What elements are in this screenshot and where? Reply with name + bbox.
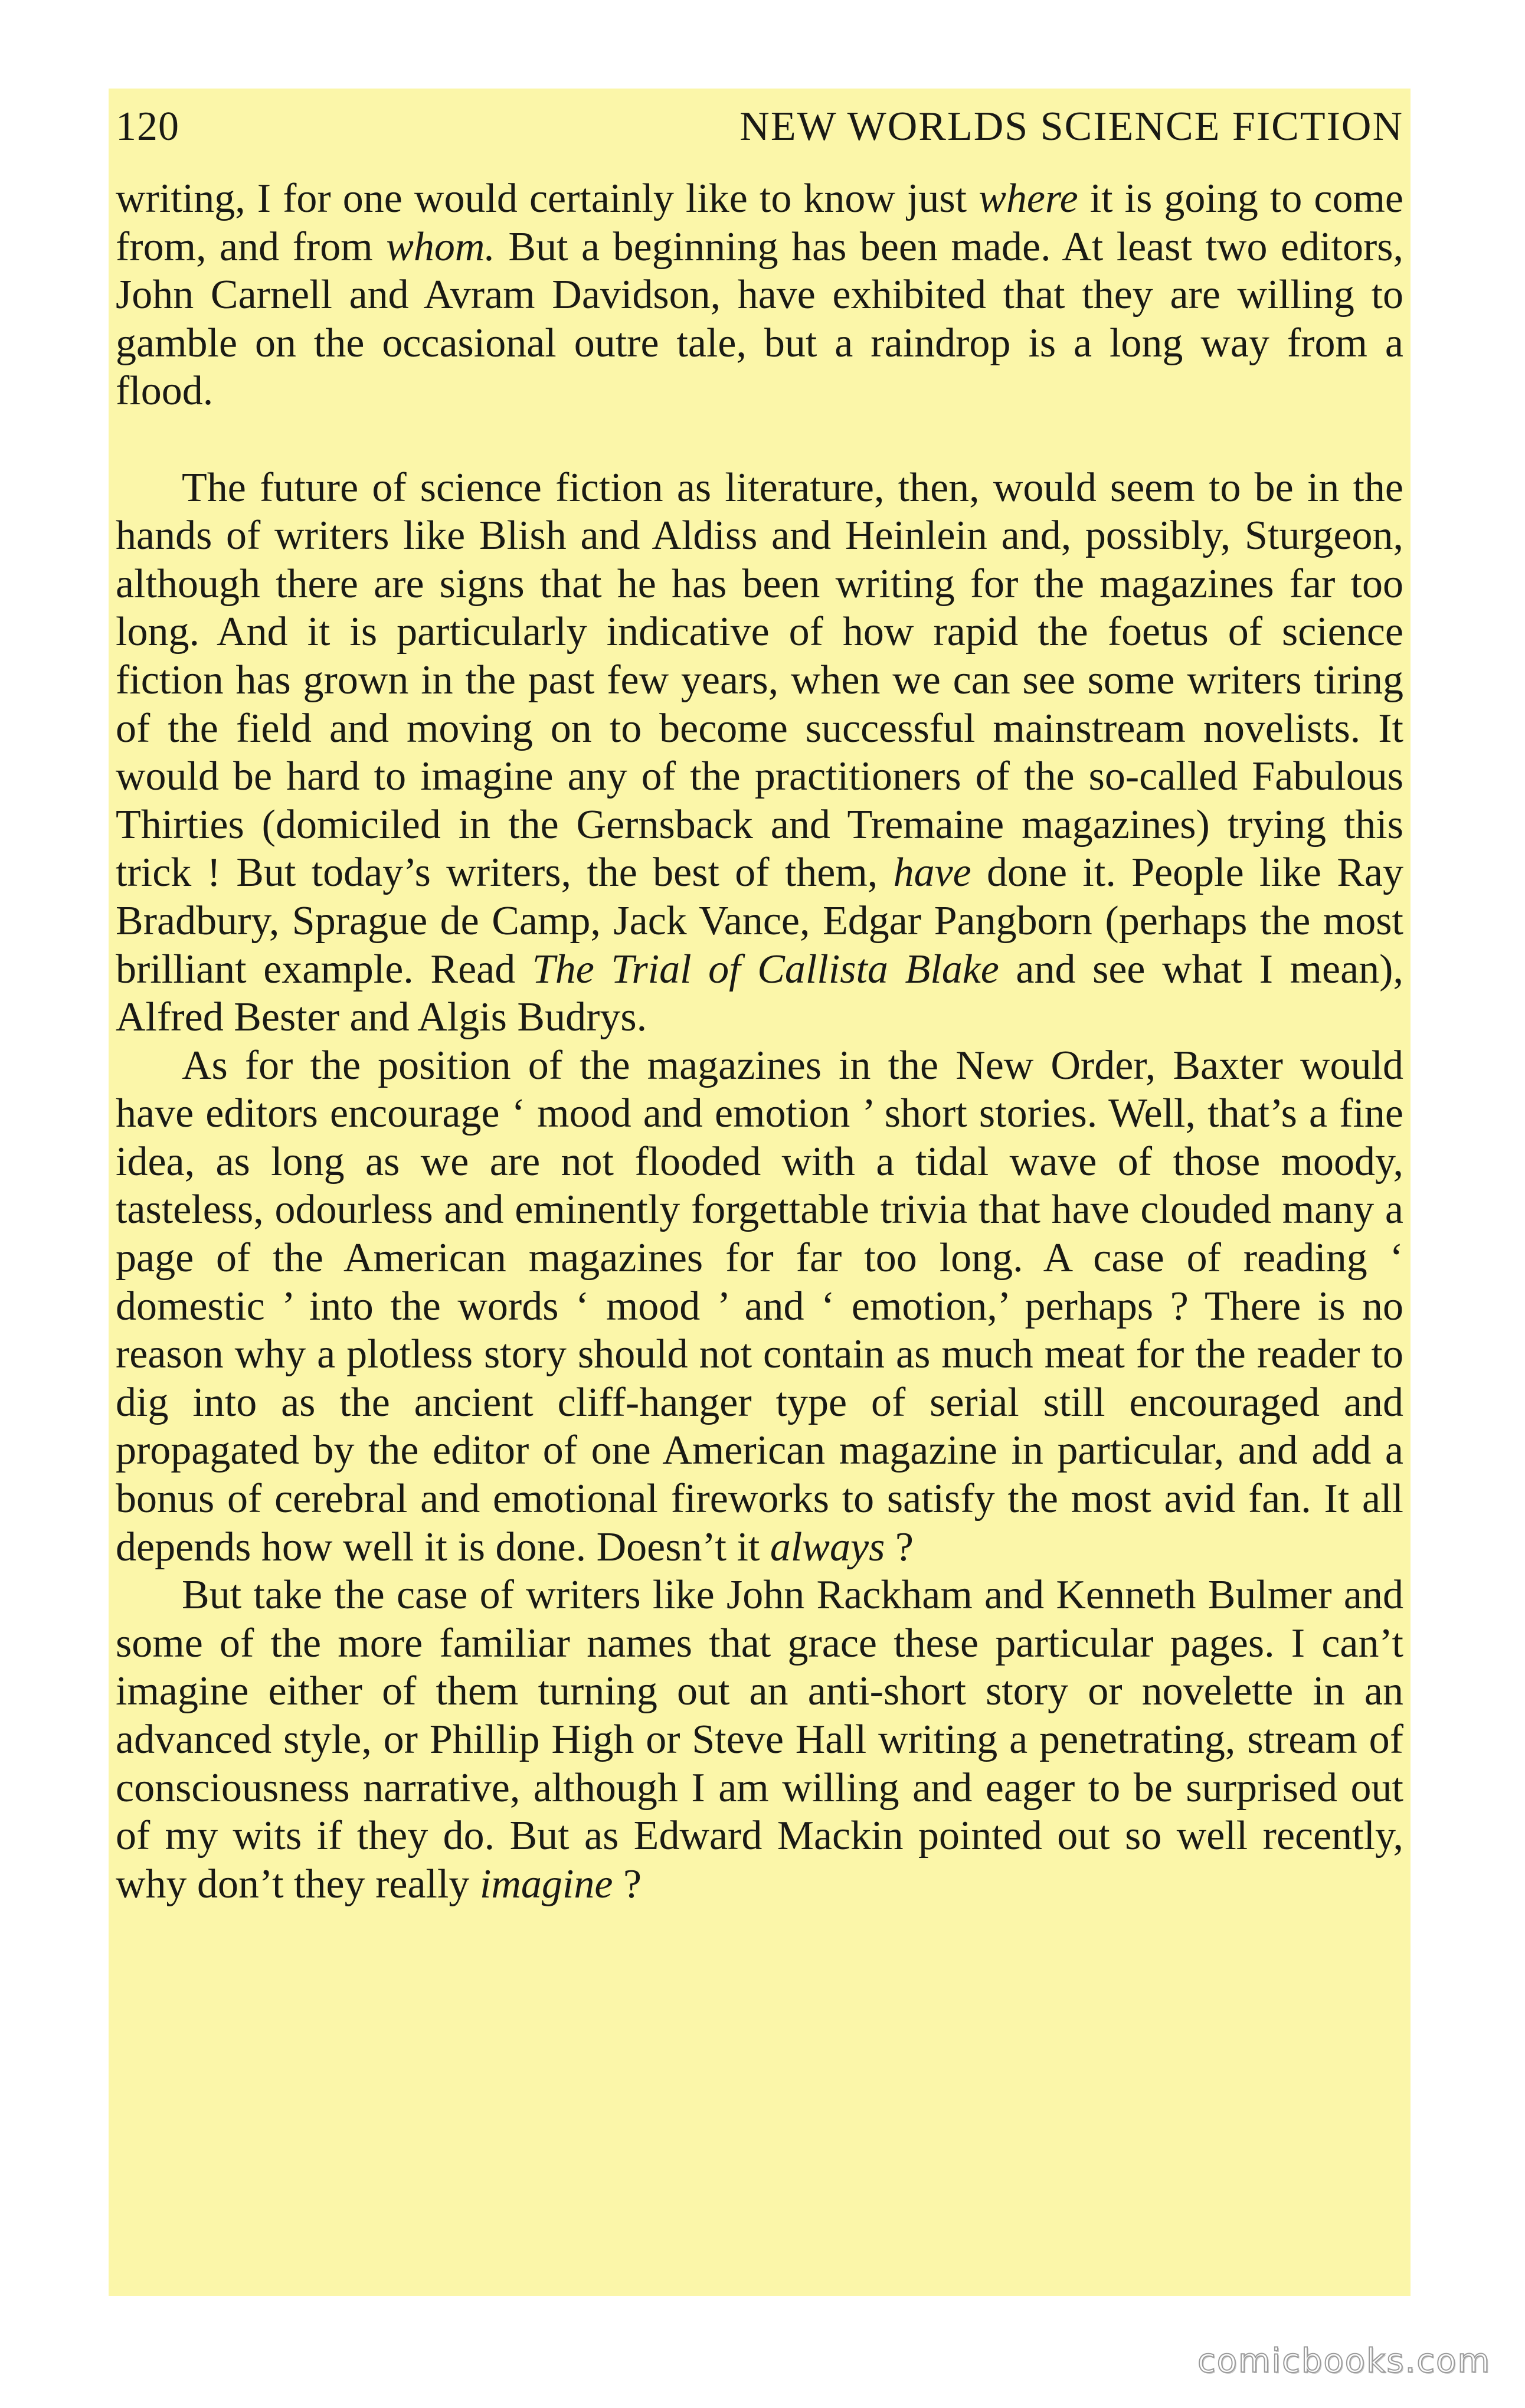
- italic-text: where: [979, 176, 1078, 221]
- text-run: The future of science fiction as literature, then, would seem to be in the hands of writers like Blish and Aldiss and Heinlein and, possibly, Sturgeon, although there are signs that he has been writing for the magazines far too long. And it is particularly indicative of how rapid the foetus of science fiction has grown in the past few years, when we can see some writers tiring of the field and moving on to become successful mainstream novelists. It would be hard to imagine any of the practitioners of the so-called Fabulous Thirties (domiciled in the Gernsback and Tremaine magazines) trying this trick ! But today’s writers, the best of them,: [116, 464, 1403, 896]
- paragraph: [116, 175, 1403, 415]
- italic-text: always: [770, 1524, 885, 1570]
- text-run: and see what I mean), Alfred Bester and Algis Budrys.: [116, 946, 1403, 1041]
- watermark-logo: comicbooks.com: [1197, 2342, 1491, 2380]
- running-title: NEW WORLDS SCIENCE FICTION: [739, 104, 1403, 149]
- italic-text: have: [893, 850, 971, 896]
- text-run: ?: [885, 1524, 914, 1570]
- page-body: [116, 100, 1403, 1908]
- text-run: done it. People like Ray Bradbury, Sprague de Camp, Jack Vance, Edgar Pangborn (perhaps the most brilliant example. Read: [116, 850, 1403, 992]
- text-run: writing, I for one would certainly like to know just: [116, 176, 979, 221]
- text-run: But take the case of writers like John Rackham and Kenneth Bulmer and some of the more familiar names that grace these particular pages. I can’t imagine either of them turning out an anti-short story or novelette in an advanced style, or Phillip High or Steve Hall writing a penetrating, stream of consciousness narrative, although I am willing and eager to be surprised out of my wits if they do. But as Edward Mackin pointed out so well recently, why don’t they really: [116, 1572, 1403, 1907]
- italic-text: imagine: [479, 1861, 613, 1907]
- paragraph: [116, 1042, 1403, 1572]
- paragraph: [116, 464, 1403, 1042]
- text-run: But a beginning has been made. At least two editors, John Carnell and Avram Davidson, have exhibited that they are willing to gamble on the occasional outre tale, but a raindrop is a long way from a flood.: [116, 224, 1403, 414]
- italic-text: The Trial of Callista Blake: [532, 946, 999, 992]
- text-run: As for the position of the magazines in the New Order, Baxter would have editors encourage ‘ mood and emotion ’ short stories. Well, that’s a fine idea, as long as we are not flooded with a tidal wave of those moody, tasteless, odourless and eminently forgettable trivia that have clouded many a page of the American magazines for far too long. A case of reading ‘ domestic ’ into the words ‘ mood ’ and ‘ emotion,’ perhaps ? There is no reason why a plotless story should not contain as much meat for the reader to dig into as the ancient cliff-hanger type of serial still encouraged and propagated by the editor of one American magazine in particular, and add a bonus of cerebral and emotional fireworks to satisfy the most avid fan. It all depends how well it is done. Doesn’t it: [116, 1042, 1403, 1570]
- paragraph: [116, 1571, 1403, 1908]
- text-run: ?: [613, 1861, 642, 1907]
- italic-text: whom.: [386, 224, 495, 270]
- running-header: [116, 100, 1403, 153]
- article-text: [116, 175, 1403, 1908]
- page-number: 120: [116, 104, 179, 149]
- text-run: it is going to come from, and from: [116, 176, 1403, 270]
